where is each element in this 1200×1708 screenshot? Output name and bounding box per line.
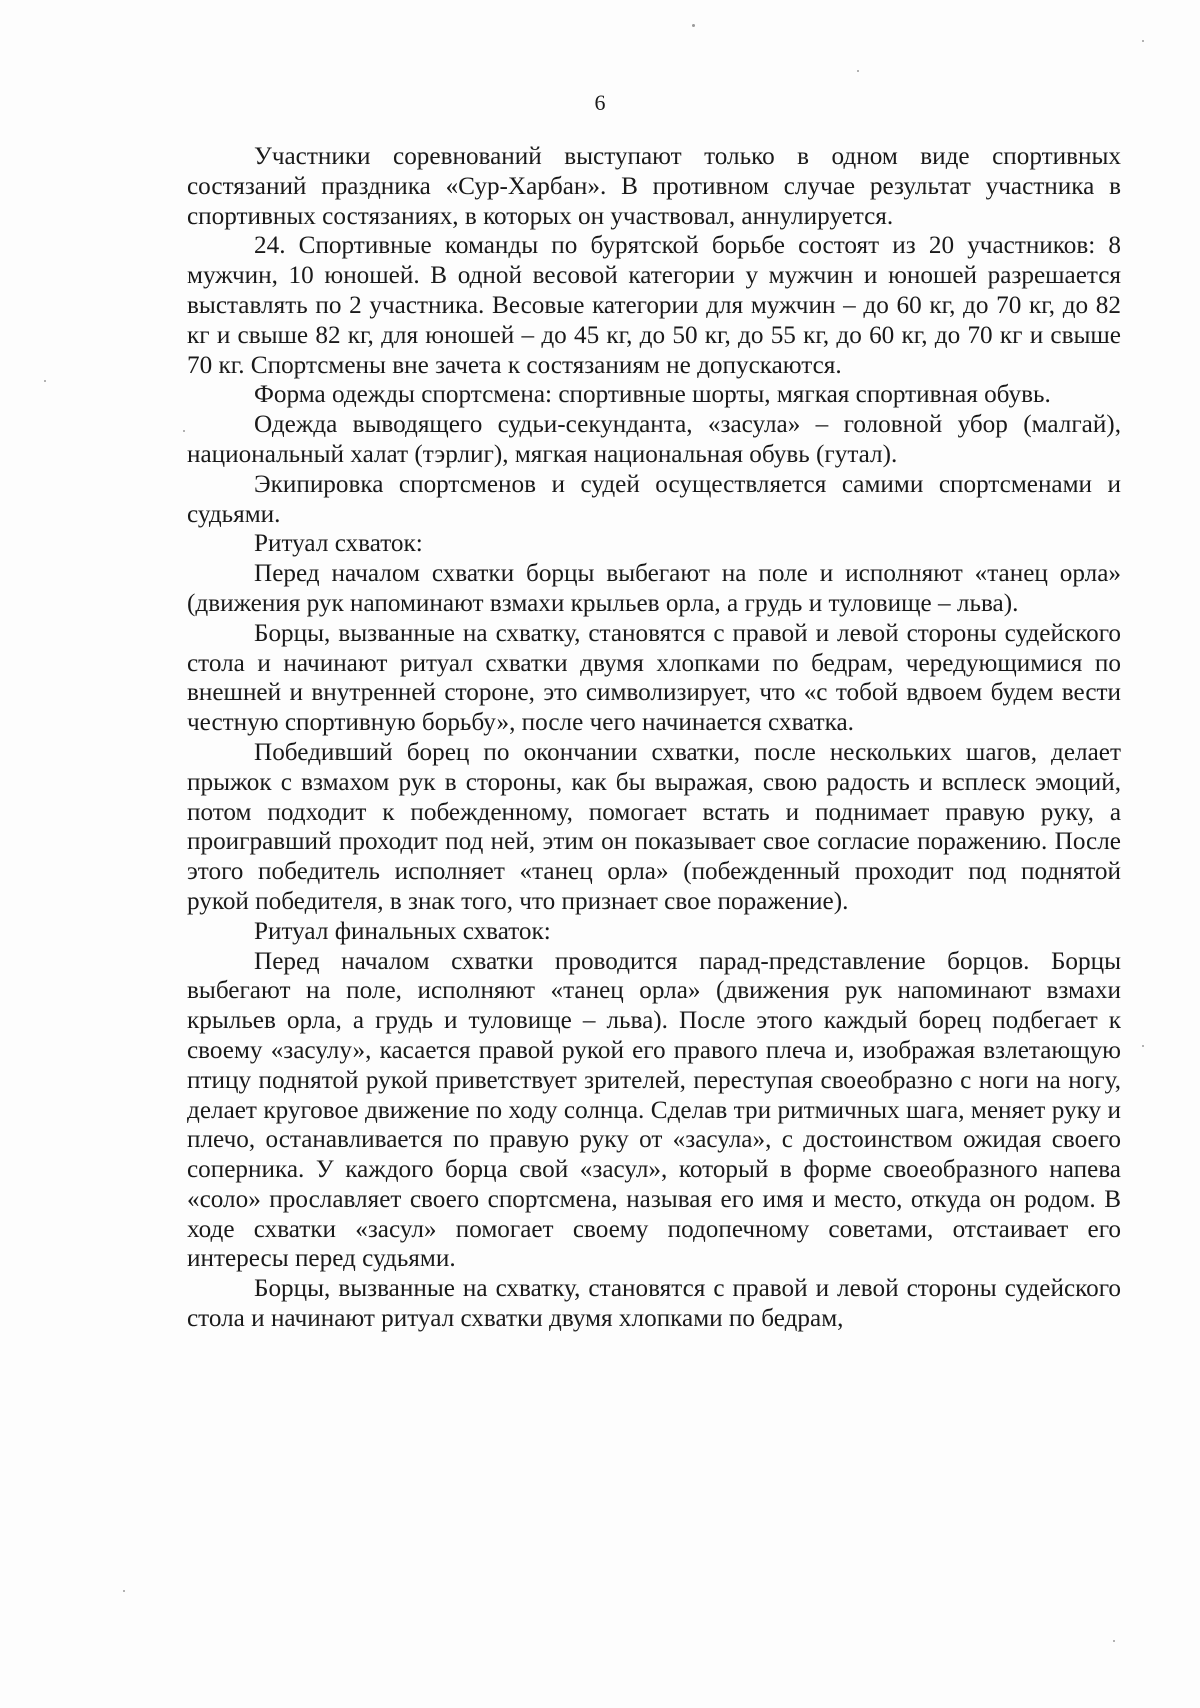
scan-speck (123, 1590, 125, 1592)
paragraph-wrestling-teams: 24. Спортивные команды по бурятской борьбе состоят из 20 участников: 8 мужчин, 10 юношей. В одной весовой категории у мужчин и юношей разрешается выставлять по 2 участника. Весовые категории для мужчин – до 60 кг, до 70 кг, до 82 кг и свыше 82 кг, для юношей – до 45 кг, до 50 кг, до 55 кг, до 60 кг, до 70 кг и свыше 70 кг. Спортсмены вне зачета к состязаниям не допускаются. (187, 232, 1121, 379)
paragraph-eagle-dance: Перед началом схватки борцы выбегают на поле и исполняют «танец орла» (движения рук напоминают взмахи крыльев орла, а грудь и туловище – льва). (187, 560, 1121, 617)
scan-speck (183, 430, 185, 432)
paragraph-judge-clothing: Одежда выводящего судьи-секунданта, «засула» – головной убор (малгай), национальный халат (тэрлиг), мягкая национальная обувь (гутал). (187, 411, 1121, 468)
scan-speck (857, 70, 859, 72)
scan-speck (44, 380, 46, 382)
paragraph-equipment: Экипировка спортсменов и судей осуществляется самими спортсменами и судьями. (187, 470, 1121, 528)
paragraph-bout-start-continued: Борцы, вызванные на схватку, становятся с правой и левой стороны судейского стола и начинают ритуал схватки двумя хлопками по бедрам, (187, 1275, 1121, 1333)
scan-speck (1142, 40, 1144, 42)
paragraph-bout-start: Борцы, вызванные на схватку, становятся с правой и левой стороны судейского стола и начинают ритуал схватки двумя хлопками по бедрам, чередующимися по внешней и внутренней стороне, это символизирует, что «с тобой вдвоем будем вести честную спортивную борьбу», после чего начинается схватка. (187, 619, 1121, 737)
paragraph-winner-ritual: Победивший борец по окончании схватки, после нескольких шагов, делает прыжок с взмахом рук в стороны, как бы выражая, свою радость и всплеск эмоций, потом подходит к побежденному, помогает встать и поднимает правую руку, а проигравший проходит под ней, этим он показывает свое согласие поражению. После этого победитель исполняет «танец орла» (побежденный проходит под поднятой рукой победителя, в знак того, что признает свое поражение). (187, 738, 1121, 915)
paragraph-final-parade: Перед началом схватки проводится парад-представление борцов. Борцы выбегают на поле, исполняют «танец орла» (движения рук напоминают взмахи крыльев орла, а грудь и туловище – льва). После этого каждый борец подбегает к своему «засулу», касается правой рукой его правого плеча и, изображая взлетающую птицу поднятой рукой приветствует зрителей, переступая своеобразно с ноги на ногу, делает круговое движение по ходу солнца. Сделав три ритмичных шага, меняет руку и плечо, останавливается по правую руку от «засула», с достоинством ожидая своего соперника. У каждого борца свой «засул», который в форме своеобразного напева «соло» прославляет своего спортсмена, называя его имя и место, откуда он родом. В ходе схватки «засул» помогает своему подопечному советами, отстаивает его интересы перед судьями. (187, 947, 1121, 1273)
heading-final-bout-ritual: Ритуал финальных схваток: (254, 917, 551, 945)
document-body (187, 142, 1121, 1334)
paragraph-participants-rule: Участники соревнований выступают только в одном виде спортивных состязаний праздника «Сур-Харбан». В противном случае результат участника в спортивных состязаниях, в которых он участвовал, аннулируется. (187, 143, 1121, 230)
page-number: 6 (594, 90, 606, 115)
scan-speck (692, 24, 695, 27)
paragraph-athlete-clothing: Форма одежды спортсмена: спортивные шорты, мягкая спортивная обувь. (254, 381, 1051, 409)
scan-speck (1113, 1640, 1115, 1642)
heading-bout-ritual: Ритуал схваток: (254, 530, 423, 558)
scan-speck (1142, 1045, 1144, 1047)
